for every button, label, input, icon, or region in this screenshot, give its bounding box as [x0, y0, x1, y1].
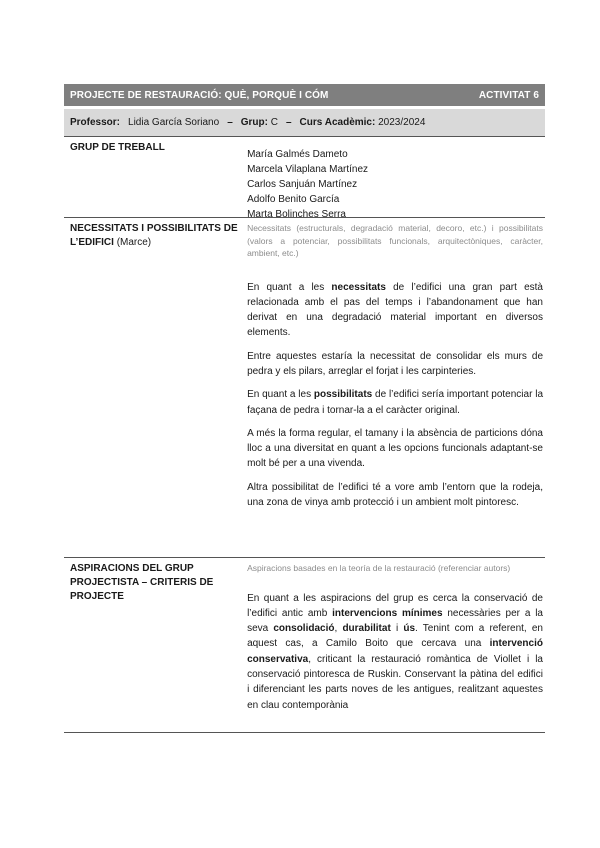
aspirations-label: ASPIRACIONS DEL GRUP PROJECTISTA – CRITERIS DE PROJECTE — [70, 563, 214, 602]
team-label: GRUP DE TREBALL — [70, 142, 165, 153]
document — [64, 84, 545, 733]
text-run: En quant a les aspiracions del grup es cerca la conservació de l’edifici antic amb — [247, 592, 543, 619]
activity-label: ACTIVITAT 6 — [478, 89, 539, 101]
needs-label — [64, 218, 247, 557]
text-run: En quant a les — [247, 389, 314, 401]
year-value: 2023/2024 — [378, 117, 426, 128]
text-run: de l’edifici sería important potenciar la façana de pedra i tornar-la a el caràcter original. — [247, 389, 544, 416]
aspirations-section — [64, 558, 545, 733]
text-run-bold: consolidació — [273, 623, 335, 635]
text-run: i — [390, 623, 404, 635]
group-label: Grup: — [240, 117, 268, 128]
needs-content — [247, 218, 545, 557]
meta-bar — [64, 109, 545, 137]
project-title: PROJECTE DE RESTAURACIÓ: QUÈ, PORQUÈ I CÓM — [70, 89, 329, 101]
aspirations-hint: Aspiracions basades en la teoría de la restauració (referenciar autors) — [247, 563, 511, 573]
text-run-bold: intervencions mínimes — [332, 607, 443, 619]
year-label: Curs Acadèmic: — [299, 117, 376, 128]
possibilities-paragraph: A més la forma regular, el tamany i la absència de particions dóna lloc a una diversitat en quant a les opcions funcionals adaptant-se molt bé per a una vivenda. — [247, 427, 543, 470]
aspirations-content — [247, 558, 545, 732]
text-run-bold: durabilitat — [342, 623, 391, 635]
text-run-bold: necessitats — [331, 281, 386, 293]
separator: – — [227, 117, 233, 128]
professor-name: Lidia García Soriano — [128, 117, 220, 128]
title-bar — [64, 84, 545, 106]
text-run: de l’edifici una gran part està relacionada amb el pas del temps i l’abandonament que han derivat en una degradació material important en diversos elements. — [247, 281, 543, 339]
separator: – — [285, 117, 292, 128]
team-section — [64, 137, 545, 218]
text-run-bold: possibilitats — [313, 389, 373, 401]
text-run: En quant a les — [247, 281, 332, 293]
text-run: necessàries per a la seva — [247, 607, 543, 635]
needs-hint: Necessitats (estructurals, degradació material, decoro, etc.) i possibilitats (valors a potenciar, possibilitats funcionals, arquitectòniques, caràcter, ambient, etc.) — [247, 223, 543, 258]
text-run: , — [334, 623, 343, 635]
professor-label: Professor: — [70, 117, 121, 128]
text-run: , criticant la restauració romàntica de Viollet i la conservació pintoresca de Ruskin. Conservant la pàtina del edifici i diferenciant les parts noves de les antigues, realitzant aquestes en clau contemporània — [247, 653, 543, 711]
text-run-bold: intervenció conservativa — [247, 638, 543, 665]
possibilities-paragraph — [247, 387, 543, 418]
aspirations-paragraph — [247, 591, 543, 713]
needs-paragraph — [247, 280, 543, 341]
member-list — [247, 147, 543, 222]
text-run-bold: ús — [403, 623, 416, 635]
list-item: Adolfo Benito García — [247, 194, 340, 205]
list-item: María Galmés Dameto — [247, 149, 348, 160]
list-item: Carlos Sanjuán Martínez — [247, 179, 358, 190]
possibilities-paragraph: Altra possibilitat de l’edifici té a vore amb l’entorn que la rodeja, una zona de vinya amb protecció i un ambient molt pintoresc. — [247, 481, 543, 509]
needs-section — [64, 218, 545, 558]
needs-label-author: (Marce) — [116, 237, 152, 248]
needs-label-text: NECESSITATS I POSSIBILITATS DE L’EDIFICI — [70, 223, 238, 248]
list-item: Marcela Vilaplana Martínez — [247, 164, 369, 175]
list-item: Marta Bolinches Serra — [247, 209, 346, 220]
team-content — [247, 137, 545, 220]
group-value: C — [270, 117, 278, 128]
needs-paragraph: Entre aquestes estaría la necessitat de consolidar els murs de pedra y els pilars, arreglar el forjat i les carpinteries. — [247, 350, 543, 377]
text-run: . Tenint com a referent, en aquest cas, a Camilo Boito que cercava una — [247, 623, 543, 650]
